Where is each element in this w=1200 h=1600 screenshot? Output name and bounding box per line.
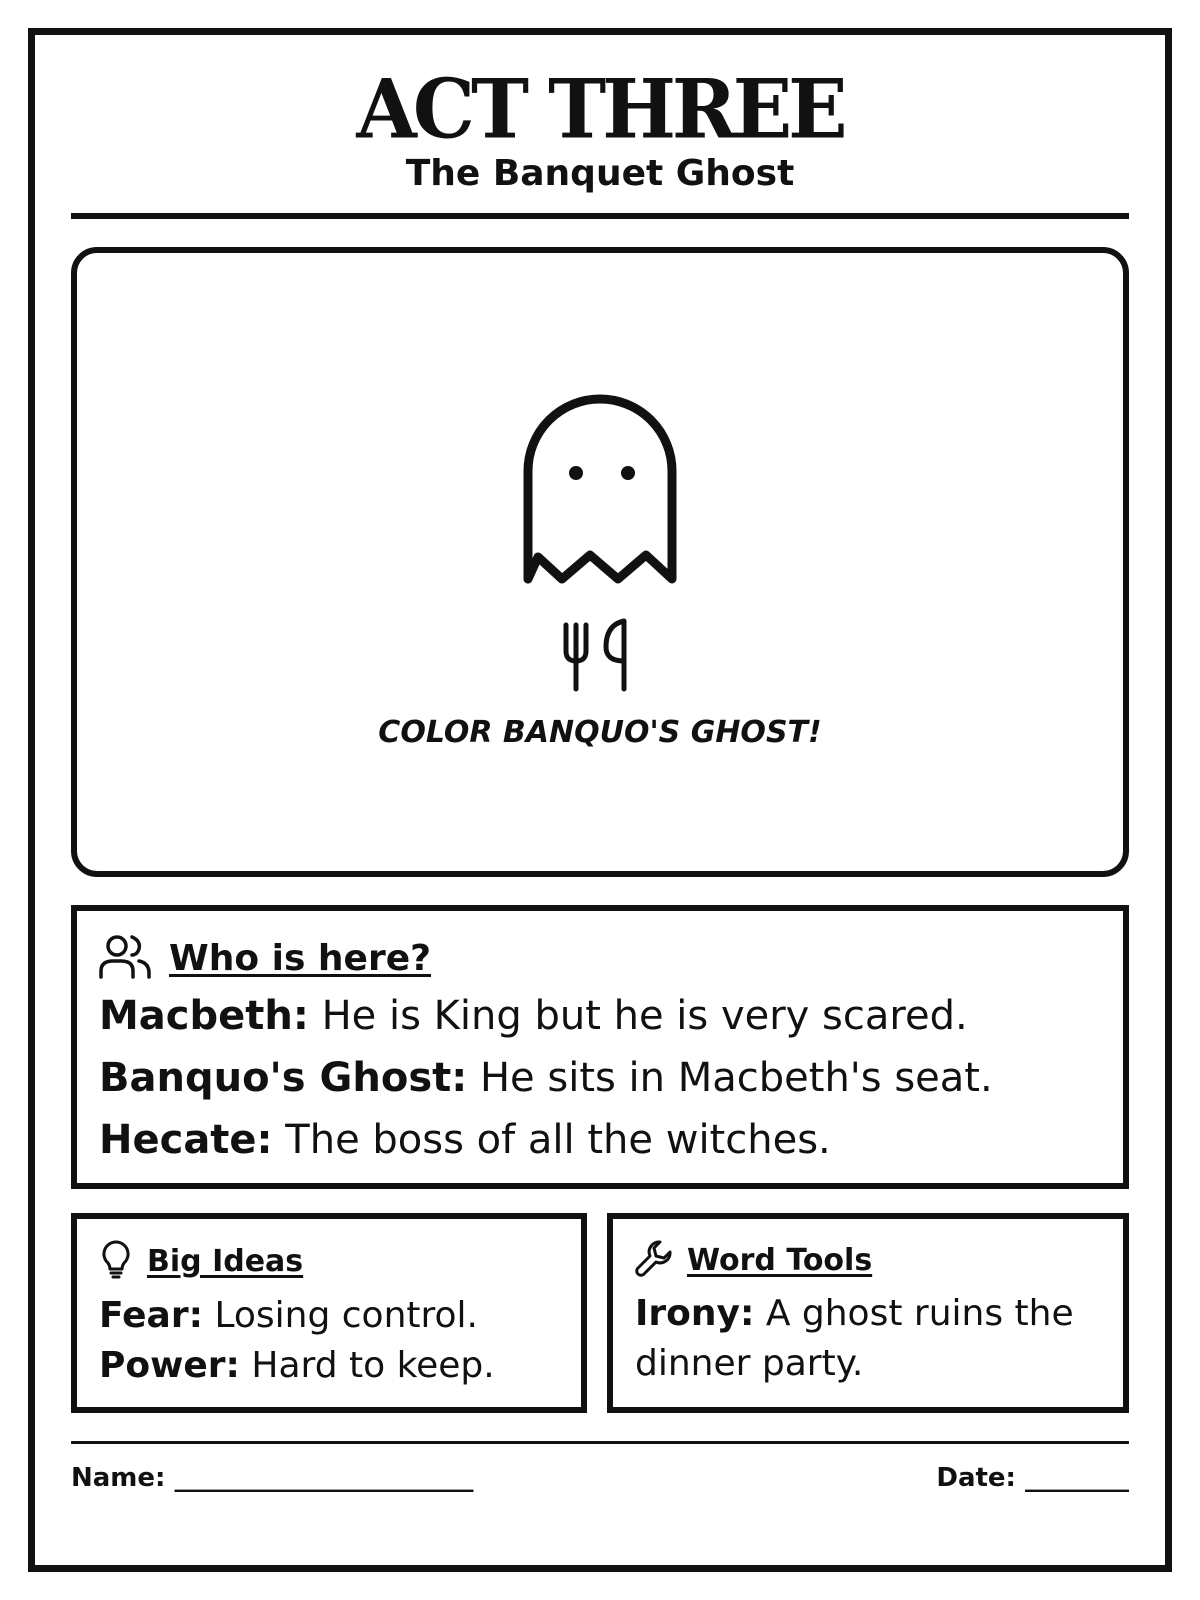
character-name: Banquo's Ghost: (99, 1055, 468, 1101)
word-tools-header (635, 1239, 1101, 1281)
word-tools-box (607, 1213, 1129, 1413)
header (71, 61, 1129, 194)
character-item (99, 1047, 1101, 1109)
tool-desc: A ghost ruins the dinner party. (635, 1293, 1074, 1384)
who-is-here-header (99, 933, 1101, 983)
coloring-box (71, 247, 1129, 877)
character-desc: He sits in Macbeth's seat. (467, 1055, 993, 1101)
word-tools-list (635, 1289, 1101, 1389)
idea-term: Fear: (99, 1295, 203, 1336)
idea-term: Power: (99, 1345, 240, 1386)
date-field[interactable]: Date: ________ (936, 1463, 1129, 1493)
list-item (99, 1291, 559, 1341)
big-ideas-box (71, 1213, 587, 1413)
cutlery-icon (562, 617, 638, 693)
character-list (99, 985, 1101, 1171)
list-item (99, 1341, 559, 1391)
ghost-icon (520, 393, 680, 593)
character-name: Hecate: (99, 1117, 273, 1163)
coloring-art (77, 393, 1123, 750)
idea-desc: Losing control. (203, 1295, 478, 1336)
page-frame (28, 28, 1172, 1572)
character-desc: He is King but he is very scared. (308, 993, 968, 1039)
idea-desc: Hard to keep. (239, 1345, 495, 1386)
footer (71, 1463, 1129, 1493)
big-ideas-list (99, 1291, 559, 1391)
character-name: Macbeth: (99, 993, 309, 1039)
character-item (99, 985, 1101, 1047)
character-item (99, 1109, 1101, 1171)
page-title: ACT THREE (356, 61, 844, 158)
footer-divider (71, 1441, 1129, 1444)
page-subtitle: The Banquet Ghost (405, 153, 795, 194)
users-icon (99, 933, 151, 983)
who-is-here-box (71, 905, 1129, 1189)
who-is-here-heading: Who is here? (169, 937, 432, 979)
character-desc: The boss of all the witches. (272, 1117, 831, 1163)
header-divider (71, 213, 1129, 219)
name-field[interactable]: Name: _______________________ (71, 1463, 474, 1493)
word-tools-heading: Word Tools (687, 1242, 873, 1278)
big-ideas-header (99, 1239, 559, 1283)
big-ideas-heading: Big Ideas (147, 1243, 304, 1279)
tool-term: Irony: (635, 1293, 755, 1334)
wrench-icon (635, 1239, 673, 1281)
lightbulb-icon (99, 1239, 133, 1283)
list-item (635, 1289, 1101, 1389)
coloring-caption: COLOR BANQUO'S GHOST! (378, 715, 822, 750)
